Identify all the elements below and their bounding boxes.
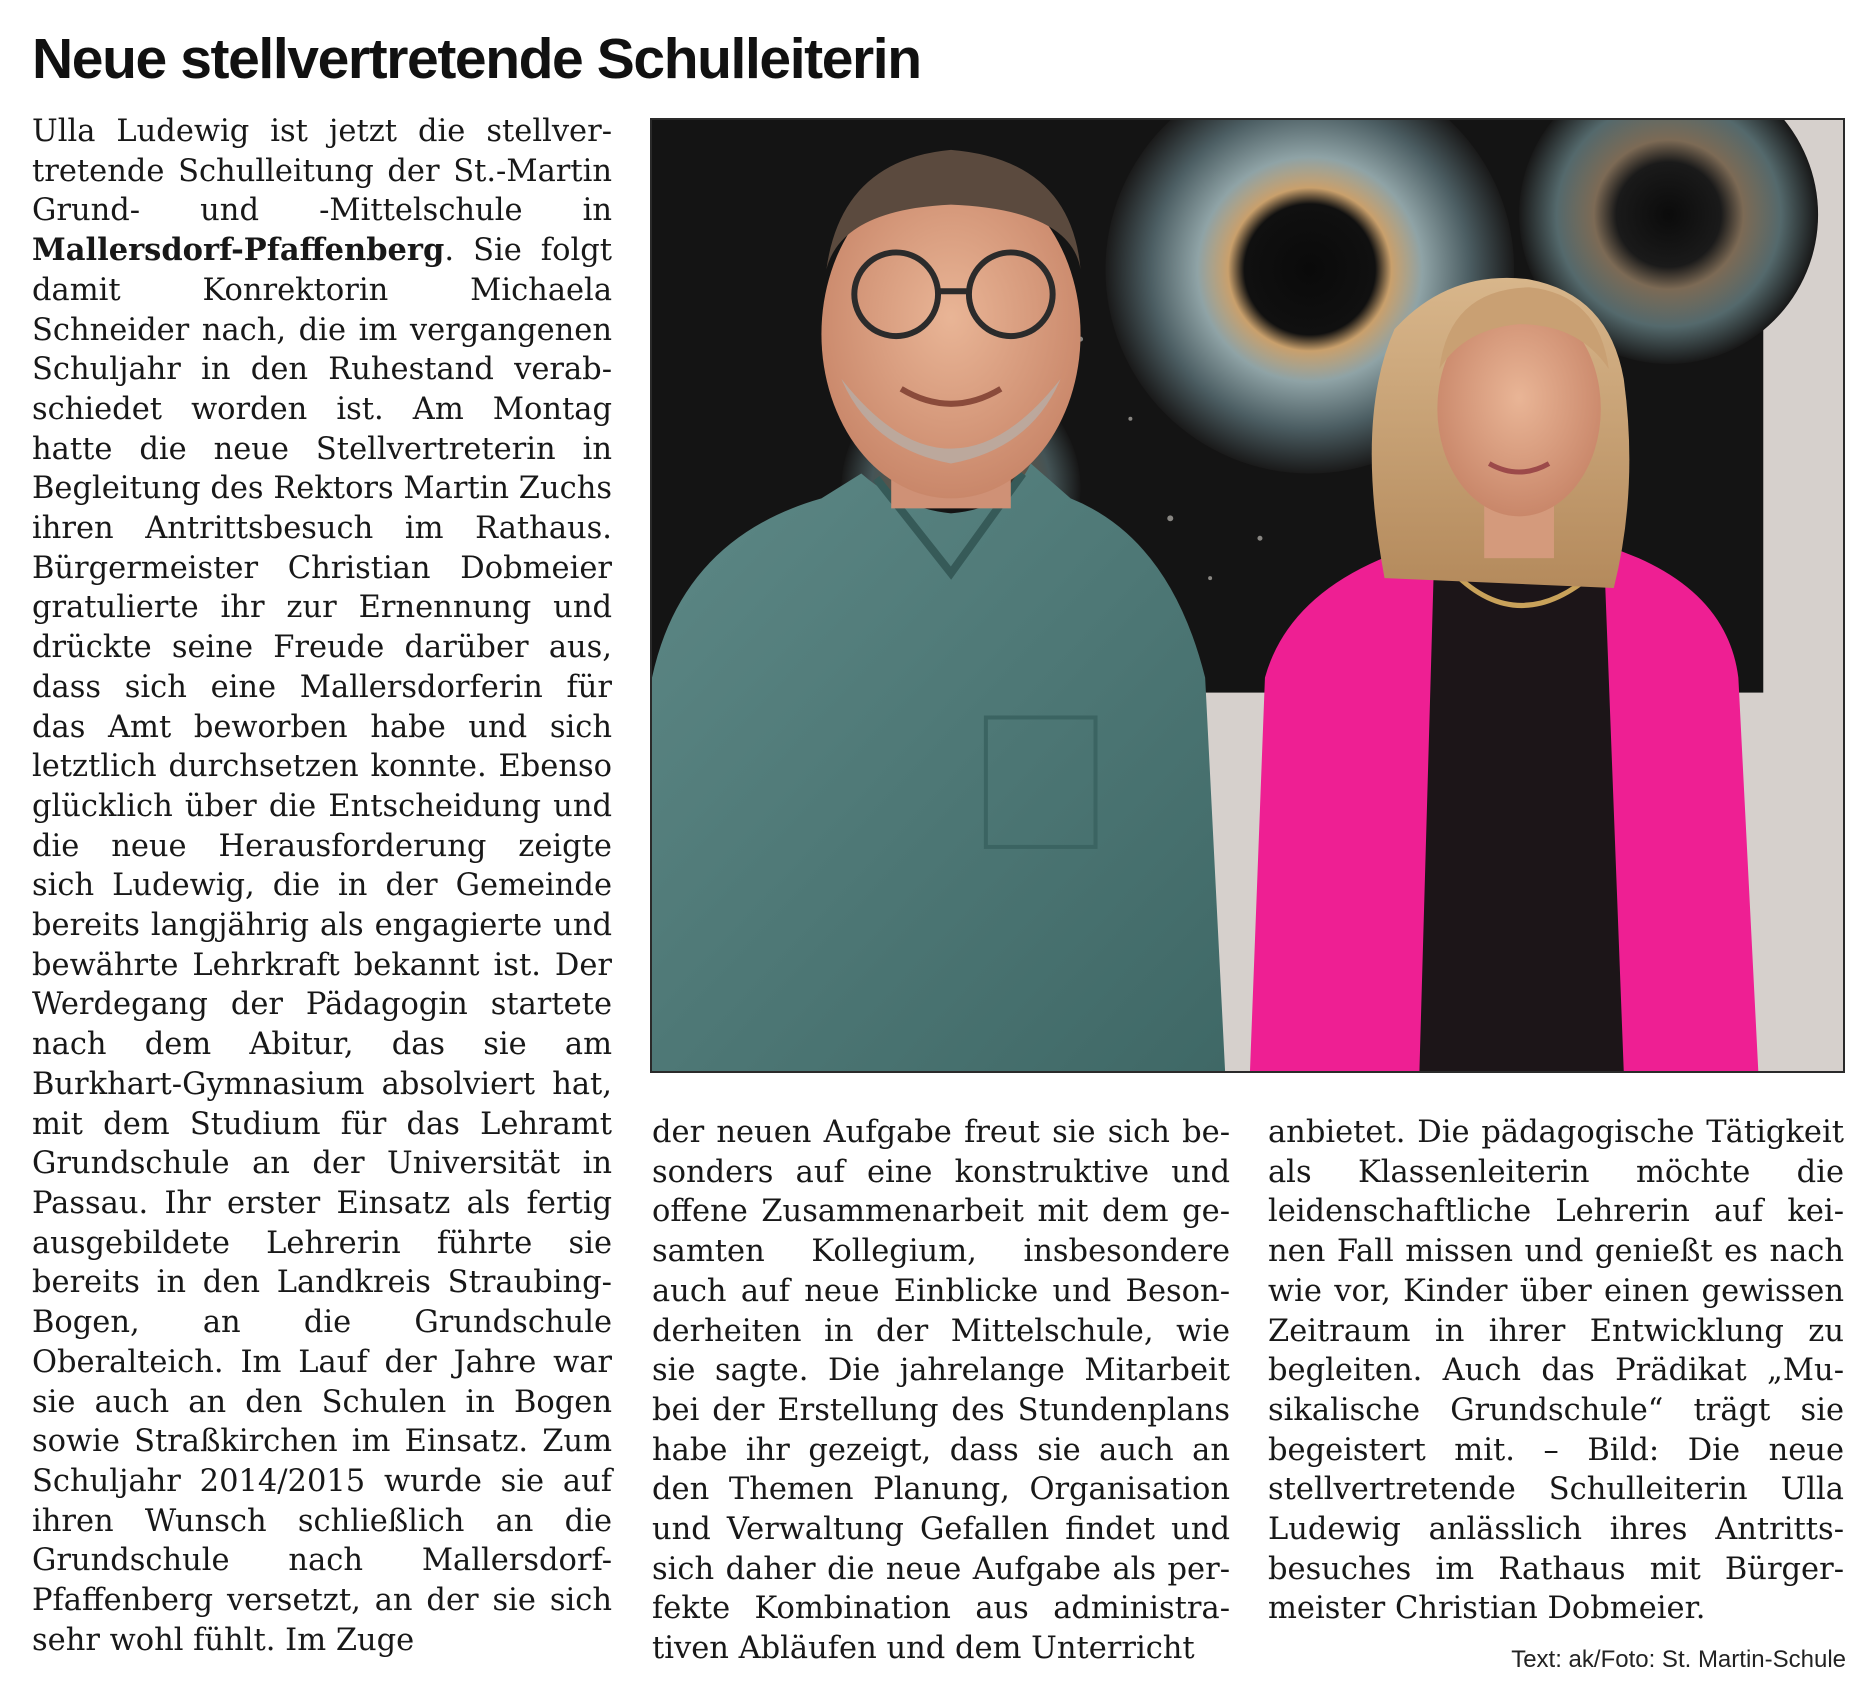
column-2-paragraph: der neuen Aufgabe freut sie sich besonders auf eine konstruktive und offene Zusammenarbeit mit dem gesamten Kollegium, insbesondere auch auf neue Einblicke und Besonderheiten in der Mittelschule, wie sie sagte. Die jahrelange Mitarbeit bei der Erstellung des Stundenplans habe ihr gezeigt, dass sie auch an den Themen Planung, Organisation und Verwaltung Gefallen findet und sich daher die neue Aufgabe als perfekte Kombination aus administrativen Abläufen und dem Unterricht — [652, 1115, 1230, 1667]
article-column-3 — [1268, 1113, 1844, 1629]
photo-illustration — [652, 120, 1843, 1071]
article-column-2 — [652, 1113, 1230, 1669]
photo-credit: Text: ak/Foto: St. Martin-Schule — [1511, 1646, 1846, 1673]
column-1-location: Mallersdorf-Pfaffenberg — [32, 232, 445, 269]
column-1-text-rest: . Sie folgt damit Konrektorin Michaela Schneider nach, die im vergangenen Schuljahr in den Ruhestand verabschiedet worden ist. Am Montag hatte die neue Stellvertreterin in Begleitung des Rektors Martin Zuchs ihren Antrittsbesuch im Rathaus. Bürgermeister Christian Dobmeier gratulierte ihr zur Ernennung und drückte seine Freude darüber aus, dass sich eine Mallersdorferin für das Amt beworben habe und sich letztlich durchsetzen konnte. Ebenso glücklich über die Entscheidung und die neue Herausforderung zeigte sich Ludewig, die in der Gemeinde bereits langjährig als engagierte und bewährte Lehrkraft bekannt ist. Der Werdegang der Pädagogin startete nach dem Abitur, das sie am Burkhart-Gymnasium absolviert hat, mit dem Studium für das Lehramt Grundschule an der Universität in Passau. Ihr erster Einsatz als fertig ausgebildete Lehrerin führte sie bereits in den Landkreis Straubing-Bogen, an die Grundschule Oberalteich. Im Lauf der Jahre war sie auch an den Schulen in Bogen sowie Straßkirchen im Einsatz. Zum Schuljahr 2014/2015 wurde sie auf ihren Wunsch schließlich an die Grundschule nach Mallersdorf-Pfaffenberg versetzt, an der sie sich sehr wohl fühlt. Im Zuge — [32, 233, 612, 1658]
column-1-text-start: Ulla Ludewig ist jetzt die stellvertretende Schulleitung der St.-Martin Grund- und -Mittelschule in — [32, 114, 612, 229]
column-3-paragraph: anbietet. Die pädagogische Tätigkeit als Klassenleiterin möchte die leidenschaftliche Lehrerin auf keinen Fall missen und genießt es nach wie vor, Kinder über einen gewissen Zeitraum in ihrer Entwicklung zu begleiten. Auch das Prädikat „Musikalische Grundschule“ trägt sie begeistert mit. – Bild: Die neue stellvertretende Schulleiterin Ulla Ludewig anlässlich ihres Antrittsbesuches im Rathaus mit Bürgermeister Christian Dobmeier. — [1268, 1115, 1844, 1627]
article-photo — [650, 118, 1845, 1073]
headline: Neue stellvertretende Schulleiterin — [32, 27, 921, 91]
column-1-paragraph — [32, 112, 612, 1660]
article-column-1 — [32, 112, 612, 1660]
